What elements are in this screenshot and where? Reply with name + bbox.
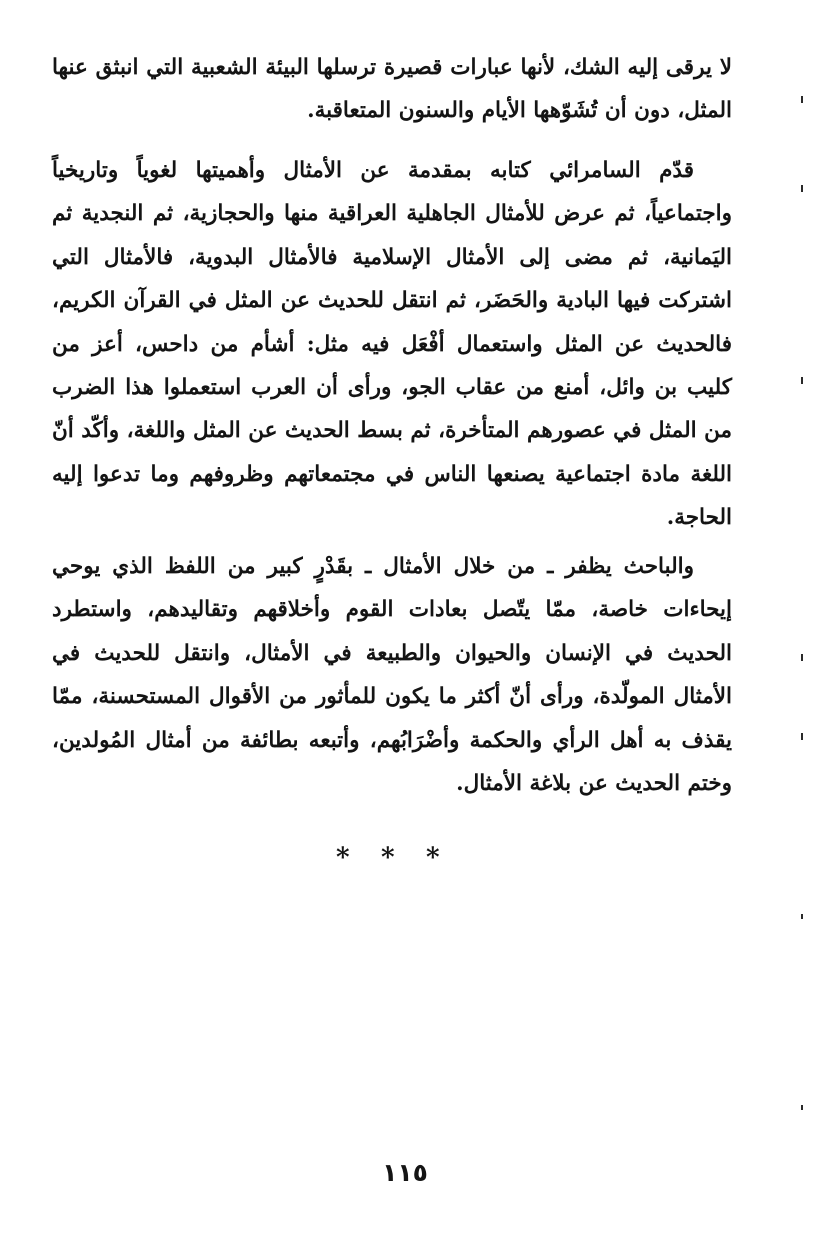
scan-edge-mark — [801, 96, 803, 103]
paragraph-samarrai-book-summary — [52, 149, 732, 540]
separator-asterisk: * — [336, 843, 350, 873]
page-number: ١١٥ — [382, 1158, 428, 1187]
separator-asterisk: * — [381, 843, 395, 873]
scan-edge-mark — [801, 185, 803, 192]
paragraph-3-text: والباحث يظفر ـ من خلال الأمثال ـ بقَدْرٍ كبير من اللفظ الذي يوحي إيحاءات خاصة، ممّا يتّصل بعادات القوم وأخلاقهم وتقاليدهم، واستطرد الحديث في الإنسان والحيوان والطبيعة في الأمثال، وانتقل للحديث في الأمثال المولّدة، ورأى أنّ أكثر ما يكون للمأثور من الأقوال المستحسنة، ممّا يقذف به أهل الرأي والحكمة وأضْرَابُهم، وأتبعه بطائفة من أمثال المُولدين، وختم الحديث عن بلاغة الأمثال. — [52, 554, 732, 797]
scan-edge-mark — [801, 654, 803, 661]
paragraph-2-text: قدّم السامرائي كتابه بمقدمة عن الأمثال وأهميتها لغوياً وتاريخياً واجتماعياً، ثم عرض للأمثال الجاهلية العراقية منها والحجازية، ثم النجدية ثم اليَمانية، ثم مضى إلى الأمثال الإسلامية فالأمثال البدوية، فالأمثال التي اشتركت فيها البادية والحَضَر، ثم انتقل للحديث عن المثل في القرآن الكريم، فالحديث عن المثل واستعمال أفْعَل فيه مثل: أشأم من داحس، أعز من كليب بن وائل، أمنع من عقاب الجو، ورأى أن العرب استعملوا هذا الضرب من المثل في عصورهم المتأخرة، ثم بسط الحديث عن المثل واللغة، وأكّد أنّ اللغة مادة اجتماعية يصنعها الناس في مجتمعاتهم وظروفهم وما تدعوا إليه الحاجة. — [52, 158, 732, 531]
paragraph-continuation: لا يرقى إليه الشك، لأنها عبارات قصيرة ترسلها البيئة الشعبية التي انبثق عنها المثل، دون أن تُشَوّهها الأيام والسنون المتعاقبة. — [52, 55, 732, 124]
scan-edge-mark — [801, 1105, 803, 1110]
section-separator — [0, 838, 818, 878]
scan-edge-mark — [801, 377, 803, 384]
scan-edge-mark — [801, 733, 803, 740]
scan-edge-mark — [801, 914, 803, 919]
separator-asterisk: * — [426, 843, 440, 873]
paragraph-researcher-gains — [52, 545, 732, 805]
